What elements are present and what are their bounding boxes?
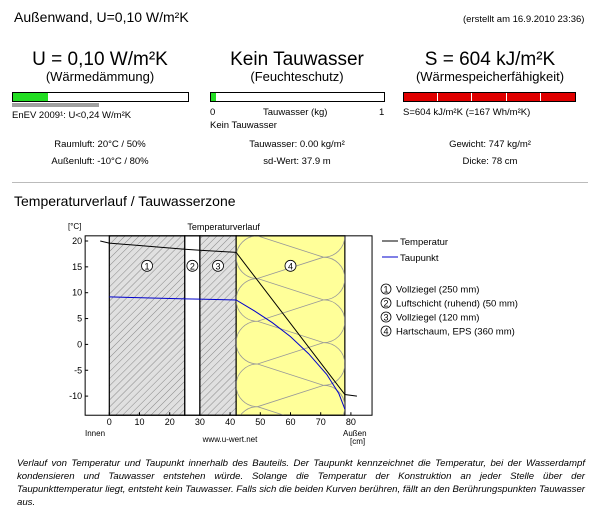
legend-layer-name: Hartschaum, EPS (360 mm)	[396, 326, 515, 338]
y-tick-label: -10	[69, 391, 83, 402]
y-tick-label: 0	[77, 339, 83, 350]
legend-layer-name: Vollziegel (250 mm)	[396, 284, 480, 296]
heat-storage-headline: S = 604 kJ/m²K	[424, 49, 556, 70]
legend-layer-number: 2	[383, 298, 389, 309]
condensate-headline: Kein Tauwasser	[230, 49, 364, 70]
heat-storage-note: S=604 kJ/m²K (=167 Wh/m²K)	[403, 107, 531, 118]
heat-storage-subtitle: (Wärmespeicherfähigkeit)	[415, 69, 565, 84]
chart-description: Verlauf von Temperatur und Taupunkt innerhalb des Bauteils. Der Taupunkt kennzeichnet die Temperatur, bei der Wasserdampf kondensieren und Tauwasser entstehen würde. Solange die Temperatur der Konstruktion an jeder Stelle über der Taupunkttemperatur liegt, entsteht kein Tauwasser. Falls sich die beiden Kurven berühren, fällt an den Berührungspunkten Tauwasser aus.	[17, 458, 585, 508]
legend-layer-number: 3	[383, 312, 389, 323]
u-value-bar	[12, 92, 189, 102]
enev-reference-bar	[12, 103, 99, 107]
outside-air: Außenluft: -10°C / 80%	[51, 156, 149, 167]
x-tick-label: 10	[134, 417, 145, 428]
heat-storage-bar	[403, 92, 576, 102]
axis-min: 0	[210, 107, 216, 118]
condensate-bar-fill	[211, 93, 216, 101]
x-tick-label: 80	[345, 417, 356, 428]
u-value-bar-fill	[13, 93, 49, 101]
legend-layer-number: 1	[383, 284, 389, 295]
bar-divider	[437, 93, 438, 101]
x-tick-label: 30	[194, 417, 205, 428]
condensate-note: Kein Tauwasser	[210, 120, 277, 131]
layer-marker-label: 4	[287, 261, 294, 272]
y-tick-label: 10	[72, 287, 83, 298]
u-value-subtitle: (Wärmedämmung)	[45, 69, 155, 84]
room-air: Raumluft: 20°C / 50%	[54, 139, 146, 150]
legend-layer-number: 4	[383, 326, 389, 337]
y-tick-label: -5	[74, 365, 83, 376]
axis-label: Tauwasser (kg)	[263, 107, 328, 118]
condensate-amount: Tauwasser: 0.00 kg/m²	[249, 139, 345, 150]
legend-label: Taupunkt	[400, 253, 439, 264]
x-tick-label: 0	[106, 417, 112, 428]
x-tick-label: 70	[315, 417, 326, 428]
layer-marker-label: 1	[144, 261, 150, 272]
y-tick-label: 15	[72, 261, 83, 272]
legend-label: Temperatur	[400, 237, 449, 248]
layer-marker-label: 3	[215, 261, 221, 272]
bar-divider	[506, 93, 507, 101]
created-date: (erstellt am 16.9.2010 23:36)	[463, 14, 585, 25]
section-title: Temperaturverlauf / Tauwasserzone	[14, 193, 236, 209]
weight: Gewicht: 747 kg/m²	[449, 139, 531, 150]
sd-value: sd-Wert: 37.9 m	[263, 156, 331, 167]
y-tick-label: 20	[72, 236, 83, 246]
x-left-label: Innen	[85, 429, 106, 438]
watermark: www.u-wert.net	[202, 435, 258, 444]
y-axis-label: [°C]	[68, 222, 82, 231]
legend-layer-name: Vollziegel (120 mm)	[396, 312, 480, 324]
x-tick-label: 50	[255, 417, 266, 428]
x-tick-label: 40	[225, 417, 236, 428]
bar-divider	[540, 93, 541, 101]
enev-note: EnEV 2009¹: U<0,24 W/m²K	[12, 110, 132, 121]
x-tick-label: 20	[164, 417, 175, 428]
y-tick-label: 5	[77, 313, 83, 324]
chart-title: Temperaturverlauf	[187, 222, 260, 232]
condensate-bar	[210, 92, 385, 102]
thickness: Dicke: 78 cm	[462, 156, 518, 167]
x-tick-label: 60	[285, 417, 296, 428]
u-value-headline: U = 0,10 W/m²K	[32, 49, 168, 70]
condensate-subtitle: (Feuchteschutz)	[250, 69, 344, 84]
x-axis-label: [cm]	[350, 437, 366, 446]
legend-layer-name: Luftschicht (ruhend) (50 mm)	[396, 298, 518, 310]
divider	[12, 182, 588, 183]
layer-marker-label: 2	[189, 261, 195, 272]
x-right-label: Außen	[343, 429, 367, 438]
axis-max: 1	[379, 107, 385, 118]
bar-divider	[471, 93, 472, 101]
page-title: Außenwand, U=0,10 W/m²K	[14, 9, 189, 25]
